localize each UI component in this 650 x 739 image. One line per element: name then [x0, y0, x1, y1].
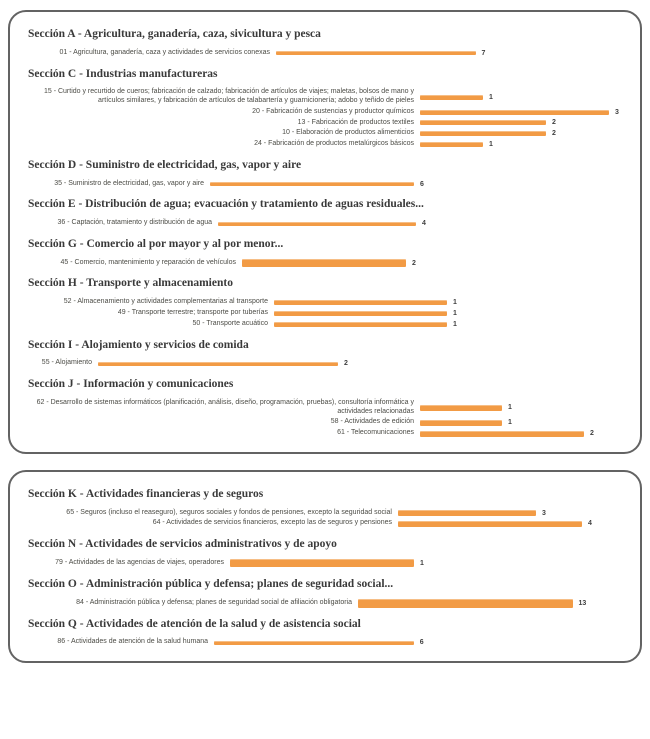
bar-row	[28, 359, 622, 368]
bar-row	[28, 119, 622, 128]
section-C	[28, 68, 622, 149]
bar-row	[28, 429, 622, 438]
bar	[230, 559, 414, 567]
bar-row	[28, 219, 622, 228]
section-E	[28, 198, 622, 228]
section-title: Sección K - Actividades financieras y de seguros	[28, 487, 264, 500]
bar-value-label: 13	[578, 599, 587, 607]
bar-category-label: 58 - Actividades de edición	[330, 418, 414, 426]
bar-value-label: 2	[552, 119, 556, 127]
bar-category-label: 79 - Actividades de las agencias de viajes, operadores	[55, 558, 224, 566]
bar-category-label: 35 - Suministro de electricidad, gas, vapor y aire	[54, 179, 204, 187]
section-title: Sección G - Comercio al por mayor y al por menor...	[28, 237, 284, 250]
bar-value-label: 2	[552, 130, 556, 138]
section-title: Sección O - Administración pública y defensa; planes de seguridad social...	[28, 577, 394, 590]
section-title: Sección C - Industrias manufactureras	[28, 67, 218, 80]
bar-value-label: 1	[489, 140, 493, 148]
bar-row	[28, 638, 622, 647]
bar-value-label: 4	[422, 220, 426, 228]
section-K	[28, 488, 622, 528]
panel-2-sections	[28, 488, 622, 647]
bar-category-label: 86 - Actividades de atención de la salud humana	[57, 638, 208, 646]
bar-value-label: 1	[453, 299, 457, 307]
bar	[242, 259, 406, 267]
bar-category-label: 45 - Comercio, mantenimiento y reparación de vehículos	[60, 258, 236, 266]
section-title: Sección H - Transporte y almacenamiento	[28, 277, 233, 290]
bar-category-label: 61 - Telecomunicaciones	[337, 429, 414, 437]
bar	[420, 142, 483, 147]
bar-category-label: 64 - Actividades de servicios financieros, excepto las de seguros y pensiones	[152, 519, 392, 527]
bar	[420, 431, 584, 437]
bar-category-label: 20 - Fabricación de sustencias y productor químicos	[252, 107, 414, 115]
section-N	[28, 538, 622, 568]
section-title: Sección N - Actividades de servicios administrativos y de apoyo	[28, 538, 337, 551]
bar-value-label: 2	[590, 430, 594, 437]
bar-category-label: 62 - Desarrollo de sistemas informáticos (planificación, análisis, diseño, programación, pruebas), consultoría informática y actividades relacionadas	[36, 398, 414, 415]
section-H	[28, 277, 622, 328]
bar	[420, 420, 502, 426]
bar-row	[28, 309, 622, 318]
bar-row	[28, 509, 622, 518]
bar-row	[28, 180, 622, 189]
section-D	[28, 159, 622, 189]
bar	[358, 599, 573, 608]
bar-value-label: 1	[508, 404, 512, 412]
bar-value-label: 2	[412, 259, 416, 267]
bar	[98, 362, 338, 366]
bar-category-label: 36 - Captación, tratamiento y distribución de agua	[57, 219, 212, 227]
bar-row	[28, 399, 622, 417]
bar-category-label: 52 - Almacenamiento y actividades complementarias al transporte	[63, 298, 268, 306]
bar-row	[28, 418, 622, 427]
bar	[420, 110, 609, 115]
bar-category-label: 84 - Administración pública y defensa; planes de seguridad social de afiliación obligatoria	[76, 598, 352, 606]
bar	[276, 51, 476, 55]
bar	[214, 641, 414, 645]
bar	[398, 521, 582, 527]
bar	[420, 95, 483, 100]
panel-1-sections	[28, 28, 622, 438]
section-title: Sección A - Agricultura, ganadería, caza, sivicultura y pesca	[28, 28, 321, 40]
bar-category-label: 55 - Alojamiento	[41, 359, 92, 367]
section-J	[28, 378, 622, 438]
bar	[218, 222, 416, 226]
section-title: Sección I - Alojamiento y servicios de comida	[28, 338, 249, 351]
section-title: Sección J - Información y comunicaciones	[28, 378, 234, 391]
bar-row	[28, 140, 622, 149]
bar-category-label: 50 - Transporte acuático	[192, 319, 268, 327]
section-A	[28, 28, 622, 58]
bar-row	[28, 298, 622, 307]
bar-category-label: 24 - Fabricación de productos metalúrgicos básicos	[254, 140, 414, 148]
section-Q	[28, 618, 622, 648]
section-title: Sección D - Suministro de electricidad, gas, vapor y aire	[28, 158, 302, 171]
bar-value-label: 1	[489, 93, 493, 101]
bar	[420, 405, 502, 411]
report-page	[0, 10, 650, 663]
bar-value-label: 6	[419, 639, 424, 647]
bar-row	[28, 599, 622, 608]
bar-value-label: 1	[453, 320, 457, 328]
section-I	[28, 339, 622, 369]
bar-value-label: 1	[453, 309, 457, 317]
bar-category-label: 15 - Curtido y recurtido de cueros; fabricación de calzado; fabricación de artículos de viajes; maletas, bolsos de mano y artículos similares, y fabricación de artículos de talabartería y guarnicionería; adobo y teñido de pieles	[43, 88, 414, 105]
section-G	[28, 238, 622, 268]
bar-row	[28, 49, 622, 58]
bar-value-label: 4	[588, 520, 592, 528]
bar-value-label: 2	[344, 360, 348, 368]
bar-value-label: 7	[481, 49, 486, 57]
section-title: Sección E - Distribución de agua; evacuación y tratamiento de aguas residuales...	[28, 198, 424, 211]
bar-value-label: 3	[542, 509, 546, 517]
bar-value-label: 1	[420, 559, 424, 567]
bar	[398, 510, 536, 516]
bar-row	[28, 108, 622, 117]
bar-row	[28, 88, 622, 106]
bar	[420, 131, 546, 136]
bar-category-label: 13 - Fabricación de productos textiles	[297, 118, 414, 126]
bar-value-label: 1	[508, 419, 512, 427]
bar-row	[28, 559, 622, 568]
bar-category-label: 65 - Seguros (incluso el reaseguro), seguros sociales y fondos de pensiones, excepto la seguridad social	[66, 508, 392, 516]
bar	[420, 120, 546, 125]
bar	[274, 322, 447, 327]
bar-category-label: 10 - Elaboración de productos alimenticios	[282, 129, 414, 137]
bar	[274, 311, 447, 316]
panel-2	[8, 470, 642, 663]
bar-category-label: 49 - Transporte terrestre; transporte por tuberías	[117, 309, 268, 317]
section-O	[28, 578, 622, 608]
panel-1	[8, 10, 642, 454]
bar-row	[28, 129, 622, 138]
bar	[274, 300, 447, 305]
bar	[210, 182, 414, 186]
bar-category-label: 01 - Agricultura, ganadería, caza y actividades de servicios conexas	[59, 48, 270, 56]
bar-row	[28, 259, 622, 268]
bar-value-label: 6	[420, 180, 424, 188]
section-title: Sección Q - Actividades de atención de la salud y de asistencia social	[28, 617, 361, 630]
bar-row	[28, 519, 622, 528]
bar-value-label: 3	[615, 108, 619, 116]
bar-row	[28, 320, 622, 329]
